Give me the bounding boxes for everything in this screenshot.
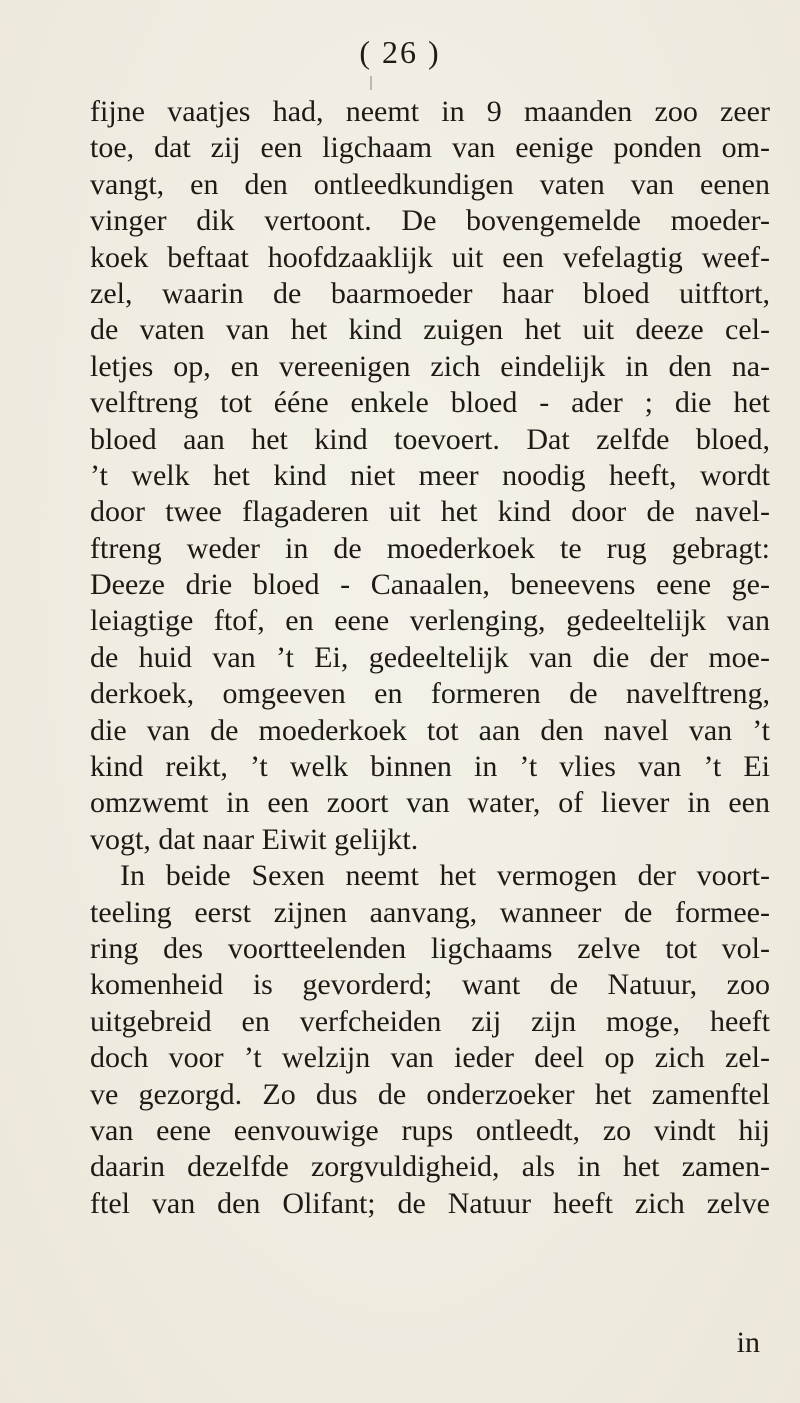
text-line: ve gezorgd. Zo dus de onderzoeker het zamenftel xyxy=(90,1077,770,1111)
text-line: omzwemt in een zoort van water, of liever in een xyxy=(90,786,770,820)
text-line: de vaten van het kind zuigen het uit deeze cel- xyxy=(90,313,770,347)
text-line: toe, dat zij een ligchaam van eenige ponden om- xyxy=(90,131,770,165)
page-number: ( 26 ) xyxy=(359,34,441,70)
text-line: fijne vaatjes had, neemt in 9 maanden zoo zeer xyxy=(90,95,770,128)
text-line: kind reikt, ’t welk binnen in ’t vlies van ’t Ei xyxy=(90,750,770,784)
text-line: die van de moederkoek tot aan den navel van ’t xyxy=(90,713,770,747)
text-line: door twee flagaderen uit het kind door de navel- xyxy=(90,495,770,529)
body-text xyxy=(90,94,770,1222)
text-line: ring des voortteelenden ligchaams zelve tot vol- xyxy=(90,931,770,965)
text-line: de huid van ’t Ei, gedeeltelijk van die der moe- xyxy=(90,640,770,674)
text-line: zel, waarin de baarmoeder haar bloed uitftort, xyxy=(90,276,770,310)
text-line: ftel van den Olifant; de Natuur heeft zich zelve xyxy=(90,1186,770,1220)
paragraph-start-line: In beide Sexen neemt het vermogen der voort- xyxy=(120,859,770,893)
text-line: van eene eenvouwige rups ontleedt, zo vindt hij xyxy=(90,1113,770,1147)
text-line: ftreng weder in de moederkoek te rug gebragt: xyxy=(90,531,770,565)
text-line: vangt, en den ontleedkundigen vaten van eenen xyxy=(90,167,770,201)
text-line: leiagtige ftof, en eene verlenging, gedeeltelijk van xyxy=(90,604,770,638)
text-line: Deeze drie bloed - Canaalen, beneevens eene ge- xyxy=(90,568,770,602)
text-line: komenheid is gevorderd; want de Natuur, zoo xyxy=(90,968,770,1002)
text-line: velftreng tot ééne enkele bloed - ader ; die het xyxy=(90,386,770,420)
text-line: uitgebreid en verfcheiden zij zijn moge, heeft xyxy=(90,1004,770,1038)
text-line: bloed aan het kind toevoert. Dat zelfde bloed, xyxy=(90,422,770,456)
text-line: teeling eerst zijnen aanvang, wanneer de formee- xyxy=(90,895,770,929)
text-line: daarin dezelfde zorgvuldigheid, als in het zamen- xyxy=(90,1150,770,1184)
text-line: vogt, dat naar Eiwit gelijkt. xyxy=(90,822,419,856)
catchword: in xyxy=(736,1326,760,1359)
text-line: derkoek, omgeeven en formeren de navelftreng, xyxy=(90,677,770,711)
text-line: doch voor ’t welzijn van ieder deel op zich zel- xyxy=(90,1041,770,1075)
text-line: vinger dik vertoont. De bovengemelde moeder- xyxy=(90,204,770,238)
text-line: ’t welk het kind niet meer noodig heeft, wordt xyxy=(90,458,770,492)
text-line: koek beftaat hoofdzaaklijk uit een vefelagtig weef- xyxy=(90,240,770,274)
text-line: letjes op, en vereenigen zich eindelijk in den na- xyxy=(90,349,770,383)
ink-mark xyxy=(370,76,372,90)
